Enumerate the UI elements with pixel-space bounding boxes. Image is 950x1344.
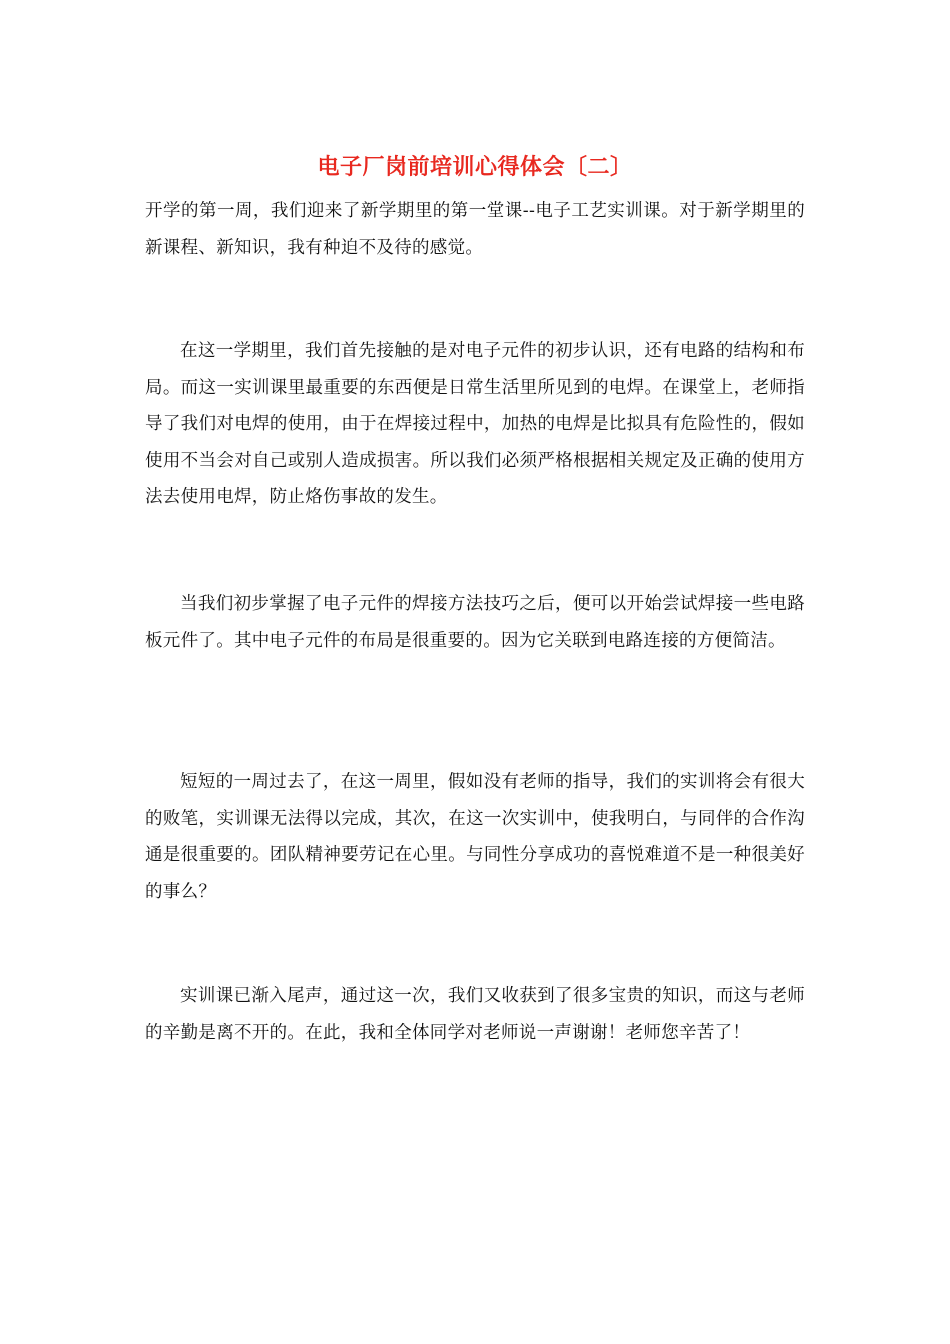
paragraph-5: 实训课已渐入尾声，通过这一次，我们又收获到了很多宝贵的知识，而这与老师的辛勤是离不开的。在此，我和全体同学对老师说一声谢谢！老师您辛苦了！ [145, 986, 805, 1043]
document-title: 电子厂岗前培训心得体会〔二〕 [317, 154, 633, 180]
paragraph-3: 当我们初步掌握了电子元件的焊接方法技巧之后，便可以开始尝试焊接一些电路板元件了。其中电子元件的布局是很重要的。因为它关联到电路连接的方便简洁。 [145, 594, 805, 651]
paragraph-2: 在这一学期里，我们首先接触的是对电子元件的初步认识，还有电路的结构和布局。而这一实训课里最重要的东西便是日常生活里所见到的电焊。在课堂上，老师指导了我们对电焊的使用，由于在焊接过程中，加热的电焊是比拟具有危险性的，假如使用不当会对自己或别人造成损害。所以我们必须严格根据相关规定及正确的使用方法去使用电焊，防止烙伤事故的发生。 [145, 341, 805, 507]
paragraph-4: 短短的一周过去了，在这一周里，假如没有老师的指导，我们的实训将会有很大的败笔，实训课无法得以完成，其次，在这一次实训中，使我明白，与同伴的合作沟通是很重要的。团队精神要劳记在心里。与同性分享成功的喜悦难道不是一种很美好的事么？ [145, 772, 805, 902]
paragraph-1: 开学的第一周，我们迎来了新学期里的第一堂课--电子工艺实训课。对于新学期里的新课程、新知识，我有种迫不及待的感觉。 [145, 201, 805, 258]
